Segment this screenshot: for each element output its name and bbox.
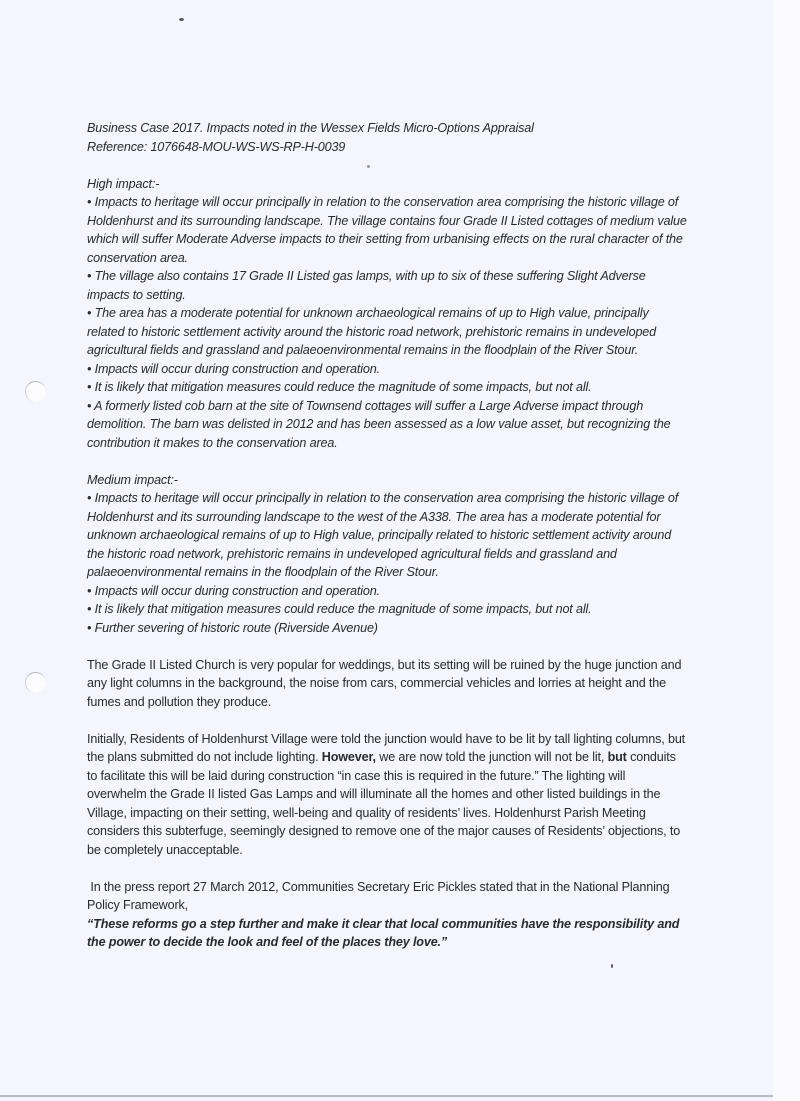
high-impact-bullet: • It is likely that mitigation measures could reduce the magnitude of some impacts, but not all. bbox=[87, 380, 592, 394]
scan-speck bbox=[179, 18, 184, 21]
high-impact-bullet: • Impacts will occur during construction and operation. bbox=[87, 361, 380, 376]
scan-speck bbox=[611, 964, 613, 968]
lighting-paragraph bbox=[87, 730, 687, 860]
page-bottom-edge bbox=[0, 1095, 773, 1097]
document-reference: Reference: 1076648-MOU-WS-WS-RP-H-0039 bbox=[87, 139, 346, 154]
document-title: Business Case 2017. Impacts noted in the Wessex Fields Micro-Options Appraisal bbox=[87, 121, 534, 135]
lighting-text: conduits to facilitate this will be laid during construction “in case this is required in the future.” The lighting will overwhelm the Grade II listed Gas Lamps and will illuminate all the homes and other listed buildings in the Village, impacting on their setting, well-being and quality of residents’ lives. Holdenhurst Parish Meeting considers this subterfuge, seemingly designed to remove one of the major causes of Residents’ objections, to be completely unacceptable. bbox=[87, 750, 681, 857]
high-impact-bullet: • The village also contains 17 Grade II Listed gas lamps, with up to six of these suffering Slight Adverse impacts to setting. bbox=[87, 269, 646, 302]
lighting-emphasis: but bbox=[607, 750, 627, 764]
medium-impact-bullet: • Further severing of historic route (Riverside Avenue) bbox=[87, 620, 378, 635]
page-edge-shadow bbox=[773, 0, 800, 1101]
lighting-text: Initially, Residents of Holdenhurst Village were told the junction would have to be lit by tall lighting columns, but the plans submitted do not include lighting. bbox=[87, 731, 686, 764]
high-impact-bullet: • Impacts to heritage will occur principally in relation to the conservation area comprising the historic village of Holdenhurst and its surrounding landscape. The village contains four Grade II Listed cottages of medium value which will suffer Moderate Adverse impacts to their setting from urbanising effects on the rural character of the conservation area. bbox=[87, 195, 687, 265]
punch-hole-top bbox=[25, 381, 46, 402]
medium-impact-bullet: • Impacts will occur during construction and operation. bbox=[87, 583, 380, 598]
medium-impact-heading: Medium impact:- bbox=[87, 472, 178, 487]
medium-impact-bullet: • Impacts to heritage will occur principally in relation to the conservation area comprising the historic village of Holdenhurst and its surrounding landscape to the west of the A338. The area has a moderate potential for unknown archaeological remains of up to High value, principally related to historic settlement activity around the historic road network, prehistoric remains in undeveloped agricultural fields and grassland and palaeoenvironmental remains in the floodplain of the River Stour. bbox=[87, 491, 679, 579]
high-impact-heading: High impact:- bbox=[87, 176, 160, 191]
press-paragraph: In the press report 27 March 2012, Communities Secretary Eric Pickles stated that in the National Planning Policy Framework, bbox=[87, 879, 673, 912]
high-impact-bullet: • The area has a moderate potential for unknown archaeological remains of up to High value, principally related to historic settlement activity around the historic road network, prehistoric remains in undeveloped agricultural fields and grassland and palaeoenvironmental remains in the floodplain of the River Stour. bbox=[87, 306, 657, 357]
lighting-emphasis: However, bbox=[321, 750, 376, 764]
punch-hole-bottom bbox=[25, 672, 46, 693]
medium-impact-bullet: • It is likely that mitigation measures could reduce the magnitude of some impacts, but not all. bbox=[87, 602, 592, 616]
lighting-text: we are now told the junction will not be lit, bbox=[375, 750, 608, 764]
pickles-quote: “These reforms go a step further and make it clear that local communities have the responsibility and the power to decide the look and feel of the places they love.” bbox=[87, 916, 680, 949]
high-impact-bullet: • A formerly listed cob barn at the site of Townsend cottages will suffer a Large Adverse impact through demolition. The barn was delisted in 2012 and has been assessed as a low value asset, but recognizing the contribution it makes to the conservation area. bbox=[87, 398, 671, 450]
document-body bbox=[87, 119, 687, 952]
church-paragraph: The Grade II Listed Church is very popular for weddings, but its setting will be ruined by the huge junction and any light columns in the background, the noise from cars, commercial vehicles and lorries at height and the fumes and pollution they produce. bbox=[87, 657, 682, 709]
